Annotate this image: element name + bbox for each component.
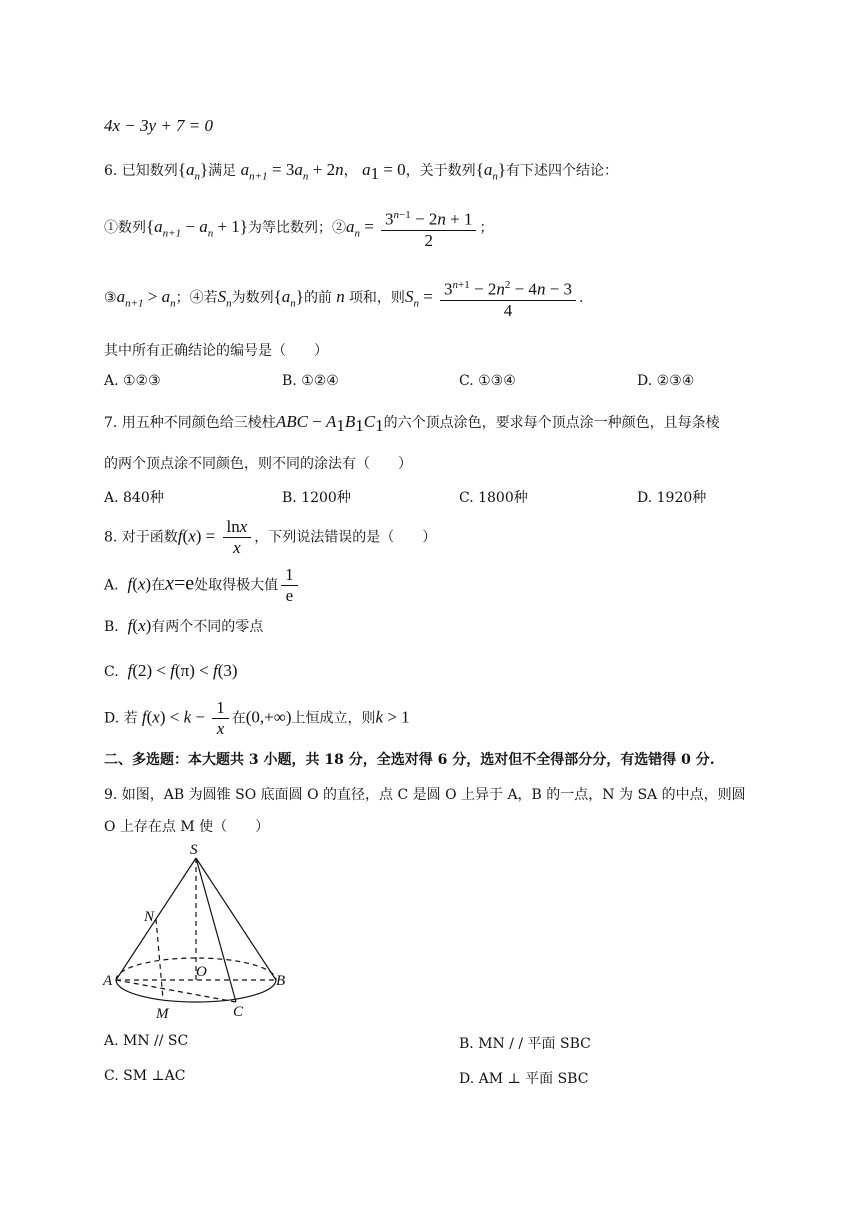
q7-option-b[interactable]: B. 1200种 [282, 490, 351, 506]
q6-c1-suffix: 为等比数列；② [247, 219, 346, 236]
label-n: N [144, 909, 155, 925]
q8-stem: 8. 对于函数f(x) = $\frac{\ln x}{x}$ ，下列说法错误的是（ ） [104, 517, 437, 557]
q8-d-prefix: D. 若 [104, 710, 138, 727]
q6-option-b[interactable]: B. ①②④ [282, 373, 339, 389]
q6-c1-prefix: ①数列 [104, 219, 146, 236]
q6-option-c[interactable]: C. ①③④ [459, 373, 516, 389]
q6-stem: 6. 已知数列$\{a_n\}$满足 $a_{n+1} = 3a_n + 2n$， $a_1 = 0$，关于数列$\{a_n\}$有下述四个结论： [104, 160, 619, 183]
cone-figure [100, 842, 300, 1022]
q6-question: 其中所有正确结论的编号是（ ） [104, 343, 328, 359]
q8-option-d[interactable]: D. 若 f(x) < k − $\frac{1}{x}$ 在(0,+∞)上恒成立，则k > 1 [104, 698, 410, 738]
label-o: O [196, 964, 207, 980]
q8-a-prefix: A. [104, 577, 119, 594]
label-b: B [276, 973, 286, 989]
q6-conclusions-1-2: ①数列$\{a_{n+1} - a_n + 1\}$为等比数列；$②a_n$ = $\frac{3^{n-1} - 2n + 1}{2}$ ； [104, 206, 493, 250]
q6-option-a[interactable]: A. ①②③ [104, 373, 161, 389]
q9-option-b[interactable]: B. MN / / 平面 SBC [459, 1036, 591, 1052]
q8-stem-prefix: 8. 对于函数 [104, 529, 178, 546]
label-s: S [190, 842, 198, 858]
q7-option-a[interactable]: A. 840种 [104, 490, 164, 506]
q9-line1: 9. 如图，AB 为圆锥 SO 底面圆 O 的直径，点 C 是圆 O 上异于 A，B 的一点，N 为 SA 的中点，则圆 [104, 787, 746, 803]
q7-line1: 7. 用五种不同颜色给三棱柱ABC − $A_1B_1C_1$的六个顶点涂色，要求每个顶点涂一种颜色，且每条棱 [104, 412, 720, 435]
q8-a-mid: 在 [151, 577, 166, 594]
q6-stem-mid3: ，关于数列 [405, 163, 476, 179]
label-a: A [103, 973, 113, 989]
q6-c3-mid3: 的前 [303, 289, 332, 306]
q7-line1-prefix: 7. 用五种不同颜色给三棱柱 [104, 415, 276, 431]
q7-line2: 的两个顶点涂不同颜色，则不同的涂法有（ ） [104, 456, 412, 472]
q9-line2: O 上存在点 M 使（ ） [104, 819, 270, 835]
q6-option-d[interactable]: D. ②③④ [637, 373, 695, 389]
q8-b-prefix: B. [104, 619, 119, 635]
q7-line1-suffix: 的六个顶点涂色，要求每个顶点涂一种颜色，且每条棱 [383, 415, 720, 431]
q8-b-suffix: 有两个不同的零点 [151, 619, 264, 635]
section-2-header: 二、多选题：本大题共 3 小题，共 18 分，全选对得 6 分，选对但不全得部分分，有选错得 0 分. [104, 752, 715, 768]
q8-option-b[interactable]: B. f(x)有两个不同的零点 [104, 616, 264, 635]
q9-option-a[interactable]: A. MN // SC [104, 1033, 189, 1049]
q8-c-prefix: C. [104, 664, 119, 680]
q7-option-d[interactable]: D. 1920种 [637, 490, 707, 506]
q9-option-d[interactable]: D. AM ⊥ 平面 SBC [459, 1071, 589, 1087]
q7-option-c[interactable]: C. 1800种 [459, 490, 528, 506]
q8-stem-suffix: ，下列说法错误的是（ ） [254, 529, 437, 546]
q8-d-mid: 在 [231, 710, 246, 727]
q6-stem-mid2: ， [343, 163, 358, 179]
q5-answer-tail: 4x − 3y + 7 = 0 [104, 116, 214, 135]
q6-conclusions-3-4: $③a_{n+1} > a_n$；④若$S_n$为数列$\{a_n\}$的前 n 项和，则$S_n$ = $\frac{3^{n+1} - 2n^2 - 4n - 3}{4}$ . [104, 276, 583, 320]
q8-a-mid2: 处取得极大值 [194, 577, 279, 594]
q6-c3-prefix: ③ [104, 289, 117, 306]
q8-option-a[interactable]: A. f(x)在x=e处取得极大值 $\frac{1}{e}$ [104, 566, 301, 605]
q9-option-c[interactable]: C. SM ⊥AC [104, 1068, 186, 1084]
q8-option-c[interactable]: C. f(2) < f(π) < f(3) [104, 661, 238, 680]
label-c: C [233, 1004, 244, 1020]
q8-d-suffix: 上恒成立，则 [291, 710, 376, 727]
q6-stem-mid1: 满足 [208, 163, 237, 179]
q6-stem-prefix: 6. 已知数列 [104, 163, 178, 179]
q6-c3-mid4: 项和，则 [348, 289, 405, 306]
q6-c3-mid: ；④若 [175, 289, 218, 306]
q6-c3-mid2: 为数列 [231, 289, 274, 306]
label-m: M [156, 1006, 169, 1022]
q6-stem-suffix: 有下述四个结论： [506, 163, 619, 179]
